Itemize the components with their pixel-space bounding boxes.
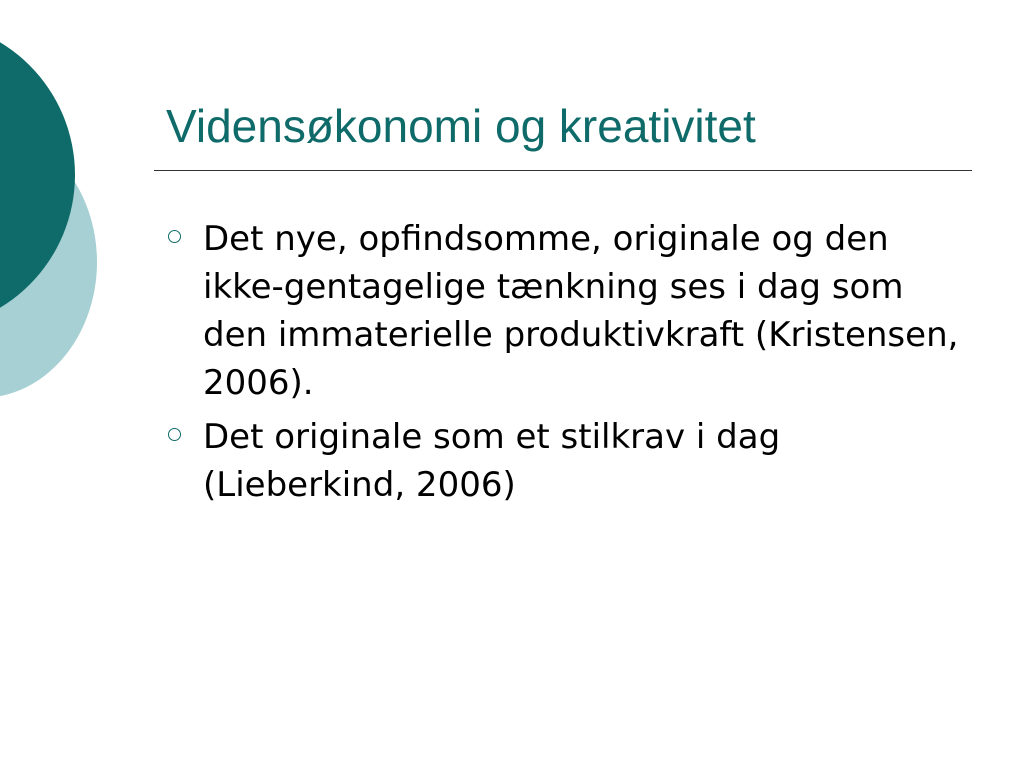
hollow-circle-bullet-icon (168, 428, 181, 441)
hollow-circle-bullet-icon (168, 230, 181, 243)
slide-title: Vidensøkonomi og kreativitet (166, 100, 756, 152)
bullet-item (160, 413, 970, 509)
title-divider (154, 170, 972, 171)
bullet-item (160, 215, 970, 407)
bullet-text: Det nye, opfindsomme, originale og den ikke-gentagelige tænkning ses i dag som den immaterielle produktivkraft (Kristensen, 2006). (203, 219, 959, 403)
bullet-text: Det originale som et stilkrav i dag (Lieberkind, 2006) (203, 417, 781, 505)
bullet-list (160, 215, 970, 515)
